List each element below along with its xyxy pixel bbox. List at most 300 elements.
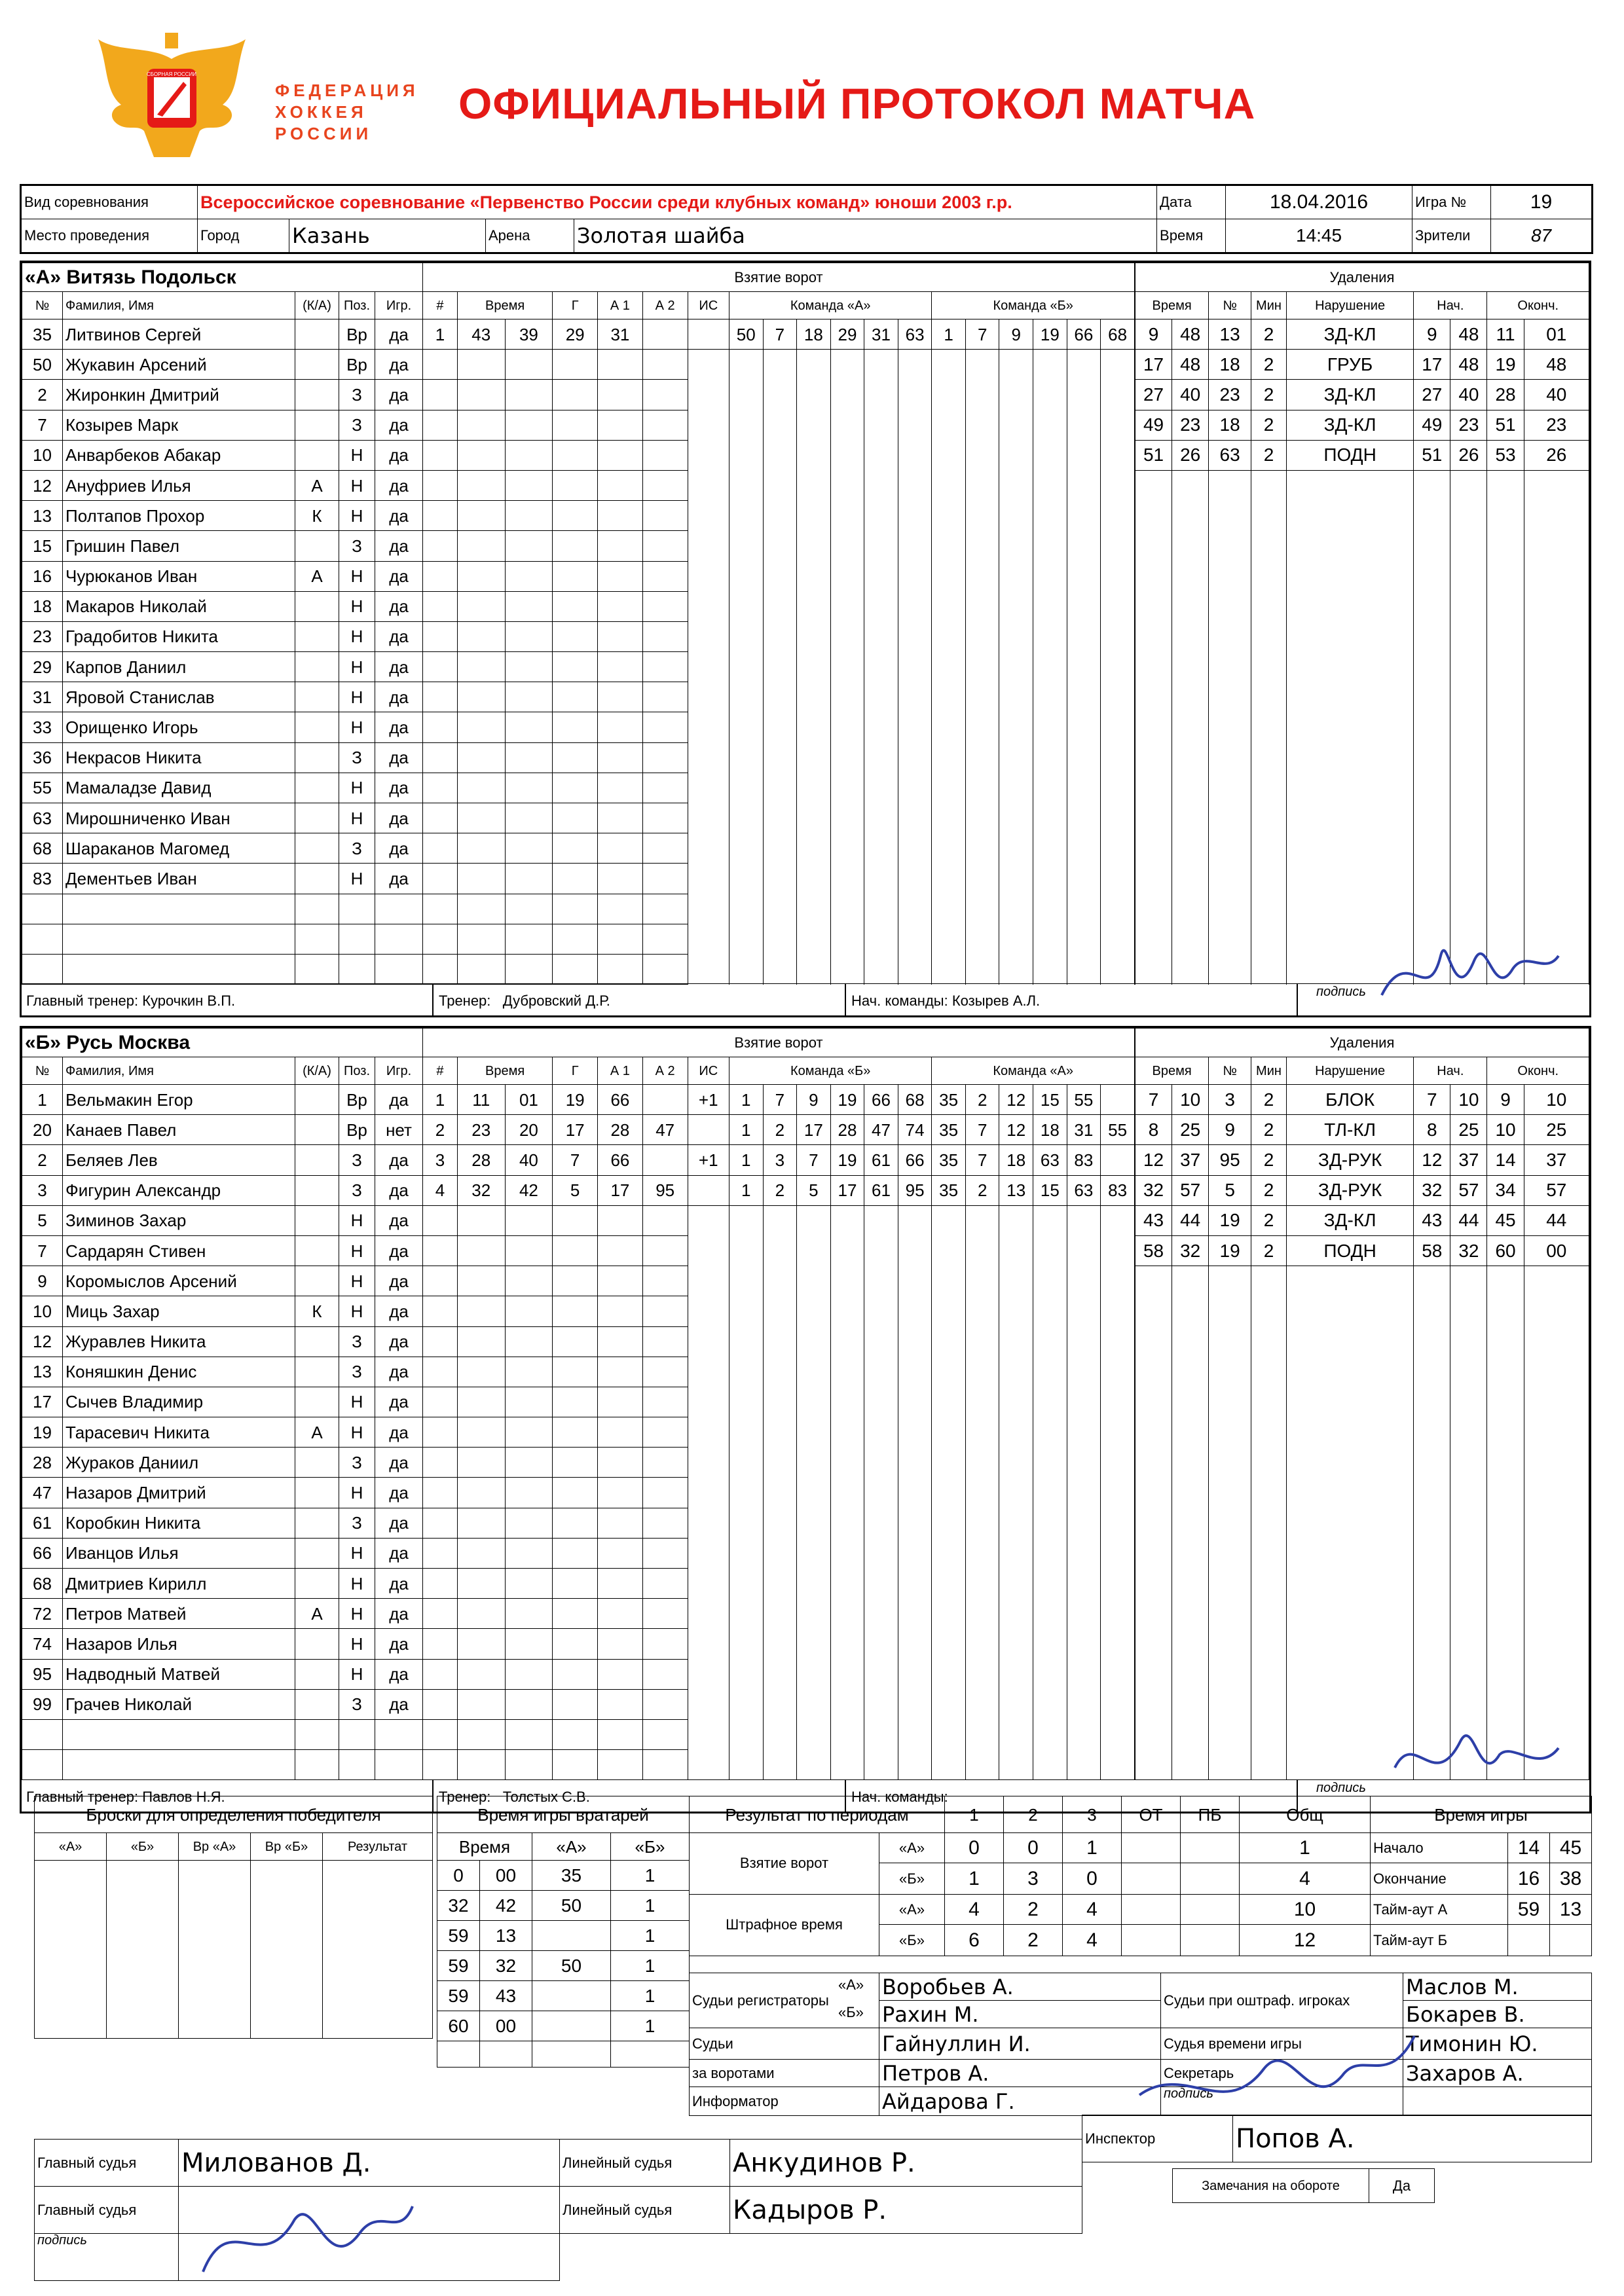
goal-cell: 7 xyxy=(797,1145,831,1175)
player-cell: да xyxy=(375,1085,423,1115)
penalty-row xyxy=(1135,1538,1589,1568)
goalie-time-title: Время игры вратарей xyxy=(437,1796,690,1833)
goal-cell: 1 xyxy=(729,1175,763,1205)
player-cell: да xyxy=(375,1629,423,1659)
player-cell: да xyxy=(375,1508,423,1538)
penalty-cell: 32 xyxy=(1414,1175,1450,1205)
player-row xyxy=(22,1569,423,1599)
goal-cell xyxy=(642,319,688,350)
goal-row xyxy=(423,1538,1135,1568)
penalty-cell: ГРУБ xyxy=(1286,350,1413,380)
player-cell: да xyxy=(375,864,423,894)
player-cell xyxy=(295,1478,339,1508)
period-cell: 0 xyxy=(1063,1863,1122,1895)
goalie-row xyxy=(437,1951,690,1981)
referee-sign-label: подпись xyxy=(35,2234,179,2281)
linesman-1: Анкудинов Р. xyxy=(730,2140,1082,2187)
period-row xyxy=(690,1895,1371,1925)
period-cell: 10 xyxy=(1240,1895,1371,1925)
goal-cell: 13 xyxy=(999,1175,1033,1205)
penalty-cell: 2 xyxy=(1251,410,1287,440)
period-results-table xyxy=(689,1796,1371,1956)
player-cell: 66 xyxy=(22,1538,63,1568)
player-cell xyxy=(295,652,339,682)
player-cell: да xyxy=(375,470,423,500)
informer-label: Информатор xyxy=(690,2087,879,2116)
penalties-title: Удаления xyxy=(1135,1029,1589,1057)
svg-text:СБОРНАЯ РОССИИ: СБОРНАЯ РОССИИ xyxy=(146,71,197,77)
goalie-cell: 43 xyxy=(480,1981,532,2011)
penalty-row xyxy=(1135,712,1589,742)
penalty-cell: 10 xyxy=(1524,1085,1589,1115)
penalty-cell: БЛОК xyxy=(1286,1085,1413,1115)
goalie-cell: 32 xyxy=(437,1891,480,1921)
player-cell: Жукавин Арсений xyxy=(63,350,295,380)
goal-cell xyxy=(642,1085,688,1115)
goal-row xyxy=(423,1719,1135,1749)
player-cell xyxy=(295,1629,339,1659)
player-cell: да xyxy=(375,1689,423,1719)
penalty-cell: 2 xyxy=(1251,1175,1287,1205)
goal-row xyxy=(423,440,1135,470)
penalty-cell: 01 xyxy=(1524,319,1589,350)
player-cell: З xyxy=(339,833,375,864)
player-cell: Коняшкин Денис xyxy=(63,1357,295,1387)
player-row xyxy=(22,894,423,924)
player-cell: 13 xyxy=(22,501,63,531)
player-cell xyxy=(295,1508,339,1538)
penalty-cell: 2 xyxy=(1251,440,1287,470)
spectators-label: Зрители xyxy=(1412,219,1491,253)
federation-line: РОССИИ xyxy=(275,124,373,143)
goal-cell: 28 xyxy=(598,1115,643,1145)
player-cell: 83 xyxy=(22,864,63,894)
goalie-row xyxy=(437,1921,690,1951)
goal-cell: 35 xyxy=(932,1145,966,1175)
penalty-row xyxy=(1135,1326,1589,1357)
penalty-cell: 2 xyxy=(1251,350,1287,380)
penalty-row xyxy=(1135,1085,1589,1115)
goalie-cell: 32 xyxy=(480,1951,532,1981)
player-cell: Миць Захар xyxy=(63,1296,295,1326)
goal-cell: 55 xyxy=(1067,1085,1101,1115)
player-cell: Вр xyxy=(339,350,375,380)
player-cell: 10 xyxy=(22,1296,63,1326)
player-row xyxy=(22,319,423,350)
player-cell: А xyxy=(295,561,339,591)
goal-cell: 28 xyxy=(830,1115,864,1145)
goalie-cell: 50 xyxy=(532,1891,611,1921)
team_b-penalties xyxy=(1135,1028,1589,1780)
gametime-label: Начало xyxy=(1371,1833,1508,1863)
period-cell xyxy=(1122,1863,1181,1895)
penalty-cell: 37 xyxy=(1450,1145,1487,1175)
player-cell xyxy=(295,1659,339,1689)
penalty-row xyxy=(1135,561,1589,591)
goal-row xyxy=(423,561,1135,591)
penalty-row xyxy=(1135,1448,1589,1478)
penalty-row xyxy=(1135,501,1589,531)
gametime-value: 14 xyxy=(1508,1833,1550,1863)
goal-cell: 2 xyxy=(423,1115,458,1145)
goal-cell: 95 xyxy=(642,1175,688,1205)
goal-col: А 1 xyxy=(598,1057,643,1085)
goal-row xyxy=(423,712,1135,742)
goal-row xyxy=(423,742,1135,773)
player-cell: да xyxy=(375,1145,423,1175)
player-cell: 36 xyxy=(22,742,63,773)
time-value: 14:45 xyxy=(1226,219,1412,253)
player-cell: Н xyxy=(339,501,375,531)
registrar-a: Воробьев А. xyxy=(879,1973,1161,2001)
player-cell: да xyxy=(375,591,423,621)
penalty-cell: 48 xyxy=(1450,319,1487,350)
penalty-row xyxy=(1135,833,1589,864)
player-cell: да xyxy=(375,1478,423,1508)
penalty-row xyxy=(1135,1508,1589,1538)
penalty-cell: 48 xyxy=(1450,350,1487,380)
player-row xyxy=(22,864,423,894)
goal-cell: 31 xyxy=(598,319,643,350)
pen-col: Нач. xyxy=(1414,1057,1487,1085)
goal-row xyxy=(423,1689,1135,1719)
goal-cell: 15 xyxy=(1033,1175,1067,1205)
goalie-cell: 1 xyxy=(611,1891,690,1921)
goal-cell: 63 xyxy=(1033,1145,1067,1175)
penalty-cell: 51 xyxy=(1135,440,1172,470)
period-cell xyxy=(1181,1895,1240,1925)
col-ka: (К/А) xyxy=(295,292,339,319)
penalty-row xyxy=(1135,1235,1589,1266)
player-row xyxy=(22,380,423,410)
gametime-label: Тайм-аут Б xyxy=(1371,1925,1508,1956)
penalty-row xyxy=(1135,1175,1589,1205)
player-row xyxy=(22,1750,423,1780)
penalty-cell: 25 xyxy=(1450,1115,1487,1145)
penalty-cell: 13 xyxy=(1209,319,1251,350)
player-row xyxy=(22,1357,423,1387)
player-cell xyxy=(295,1085,339,1115)
shootout-col: Результат xyxy=(323,1833,433,1861)
penalty-cell: 40 xyxy=(1172,380,1209,410)
penalty-cell: 32 xyxy=(1135,1175,1172,1205)
player-row xyxy=(22,1478,423,1508)
notes-table xyxy=(1172,2168,1435,2203)
goalie-time-table xyxy=(437,1796,690,2068)
penalty-row xyxy=(1135,319,1589,350)
penalty-cell: 51 xyxy=(1414,440,1450,470)
player-cell: 19 xyxy=(22,1417,63,1448)
goal-row xyxy=(423,410,1135,440)
player-cell: 35 xyxy=(22,319,63,350)
player-cell: З xyxy=(339,1357,375,1387)
goal-row xyxy=(423,954,1135,984)
player-row xyxy=(22,1689,423,1719)
player-cell: Жиронкин Дмитрий xyxy=(63,380,295,410)
goal-col: Г xyxy=(553,1057,598,1085)
arena-value: Золотая шайба xyxy=(574,219,1157,253)
coach-a-signature xyxy=(1369,917,1565,1021)
linesman-label: Линейный судья xyxy=(560,2140,730,2187)
shootout-title: Броски для определения победителя xyxy=(35,1796,433,1833)
goal-col: А 2 xyxy=(642,292,688,319)
penalty-row xyxy=(1135,864,1589,894)
player-cell: да xyxy=(375,319,423,350)
player-cell: Чурюканов Иван xyxy=(63,561,295,591)
player-cell: Журавлев Никита xyxy=(63,1326,295,1357)
penalty-row xyxy=(1135,1569,1589,1599)
gametime-value xyxy=(1508,1925,1550,1956)
goal-cell: 42 xyxy=(505,1175,553,1205)
coach-name: Курочкин В.П. xyxy=(142,993,236,1009)
goal-col: Время xyxy=(457,1057,552,1085)
period-cell: 3 xyxy=(1004,1863,1063,1895)
player-cell xyxy=(295,1145,339,1175)
goal-cell: 66 xyxy=(898,1145,932,1175)
game-no-value: 19 xyxy=(1491,185,1593,219)
player-cell: Карпов Даниил xyxy=(63,652,295,682)
period-team-tag: «Б» xyxy=(879,1925,945,1956)
player-cell: З xyxy=(339,410,375,440)
penalty-cell: 26 xyxy=(1450,440,1487,470)
federation-line: ХОККЕЯ xyxy=(275,102,367,122)
col-played: Игр. xyxy=(375,292,423,319)
goalie-cell: 0 xyxy=(437,1861,480,1891)
goal-row xyxy=(423,621,1135,651)
secretary: Захаров А. xyxy=(1403,2060,1592,2087)
goalie-row xyxy=(437,2041,690,2068)
penalty-row xyxy=(1135,803,1589,833)
player-cell: З xyxy=(339,742,375,773)
player-row xyxy=(22,1659,423,1689)
penalty-cell: 57 xyxy=(1172,1175,1209,1205)
period-cell: 2 xyxy=(1004,1925,1063,1956)
player-cell: да xyxy=(375,1659,423,1689)
player-cell: Коробкин Никита xyxy=(63,1508,295,1538)
player-cell: 18 xyxy=(22,591,63,621)
penalty-cell: 10 xyxy=(1450,1085,1487,1115)
goalie-cell: 00 xyxy=(480,2011,532,2041)
goal-team-col: Команда «А» xyxy=(932,1057,1135,1085)
player-cell: да xyxy=(375,1326,423,1357)
goal-cell: 12 xyxy=(999,1115,1033,1145)
goal-judge-1: Гайнуллин И. xyxy=(879,2028,1161,2060)
player-cell: 1 xyxy=(22,1085,63,1115)
penalty-cell: ПОДН xyxy=(1286,1235,1413,1266)
player-cell: да xyxy=(375,1538,423,1568)
goal-row xyxy=(423,773,1135,803)
goals-title: Взятие ворот xyxy=(423,263,1135,292)
penalty-cell: 23 xyxy=(1450,410,1487,440)
penalty-row xyxy=(1135,531,1589,561)
penalty-row xyxy=(1135,621,1589,651)
goal-row xyxy=(423,1085,1135,1115)
player-cell: К xyxy=(295,501,339,531)
player-cell: Надводный Матвей xyxy=(63,1659,295,1689)
periods-title: Результат по периодам xyxy=(690,1796,945,1833)
goalie-row xyxy=(437,2011,690,2041)
goalie-cell: 1 xyxy=(611,1861,690,1891)
player-cell: А xyxy=(295,1417,339,1448)
player-cell: Анварбеков Абакар xyxy=(63,440,295,470)
time-label: Время xyxy=(1157,219,1226,253)
period-cell xyxy=(1181,1863,1240,1895)
player-row xyxy=(22,1448,423,1478)
player-cell xyxy=(295,440,339,470)
penalty-cell: ЗД-КЛ xyxy=(1286,410,1413,440)
player-cell xyxy=(295,380,339,410)
player-row xyxy=(22,1508,423,1538)
goal-cell xyxy=(688,319,729,350)
goal-row xyxy=(423,1387,1135,1417)
player-cell: Н xyxy=(339,1538,375,1568)
col-num: № xyxy=(22,1057,63,1085)
penalty-cell: 32 xyxy=(1172,1235,1209,1266)
goal-row xyxy=(423,319,1135,350)
main-referee-label: Главный судья xyxy=(35,2187,179,2234)
pen-col: № xyxy=(1209,292,1251,319)
goal-cell: 1 xyxy=(729,1115,763,1145)
gametime-row xyxy=(1371,1895,1592,1925)
goal-row xyxy=(423,350,1135,380)
goal-row xyxy=(423,1569,1135,1599)
player-row xyxy=(22,712,423,742)
period-cell: 1 xyxy=(945,1863,1004,1895)
gametime-label: Окончание xyxy=(1371,1863,1508,1895)
player-cell xyxy=(295,1266,339,1296)
referee-signature xyxy=(190,2180,419,2291)
period-cell: 4 xyxy=(1063,1925,1122,1956)
goal-cell: 43 xyxy=(457,319,505,350)
penalty-row xyxy=(1135,1205,1589,1235)
player-cell: 74 xyxy=(22,1629,63,1659)
period-col: Общ xyxy=(1240,1796,1371,1833)
period-cell: 12 xyxy=(1240,1925,1371,1956)
player-cell: Н xyxy=(339,864,375,894)
goal-cell: 19 xyxy=(830,1085,864,1115)
notes-value: Да xyxy=(1369,2169,1435,2203)
penalty-cell: ЗД-КЛ xyxy=(1286,380,1413,410)
period-cell: 0 xyxy=(1004,1833,1063,1863)
player-cell: да xyxy=(375,1296,423,1326)
secretary-signature xyxy=(1126,2023,1421,2134)
player-row xyxy=(22,1417,423,1448)
player-cell: З xyxy=(339,380,375,410)
goal-row xyxy=(423,682,1135,712)
coach-label: Главный тренер: xyxy=(26,1789,139,1805)
player-cell: Сычев Владимир xyxy=(63,1387,295,1417)
goal-cell: 17 xyxy=(830,1175,864,1205)
player-cell: 28 xyxy=(22,1448,63,1478)
player-cell: Н xyxy=(339,1659,375,1689)
goal-cell: 35 xyxy=(932,1085,966,1115)
player-row xyxy=(22,1326,423,1357)
goal-cell: 35 xyxy=(932,1115,966,1145)
player-cell: Н xyxy=(339,561,375,591)
goal-cell: 83 xyxy=(1067,1145,1101,1175)
pen-col: Мин xyxy=(1251,292,1287,319)
document-title: ОФИЦИАЛЬНЫЙ ПРОТОКОЛ МАТЧА xyxy=(458,79,1256,128)
player-row xyxy=(22,803,423,833)
player-cell: 29 xyxy=(22,652,63,682)
player-cell: Н xyxy=(339,1629,375,1659)
match-info-table xyxy=(20,184,1593,254)
penalty-cell: 00 xyxy=(1524,1235,1589,1266)
period-row xyxy=(690,1833,1371,1863)
goal-cell: 4 xyxy=(423,1175,458,1205)
player-row xyxy=(22,470,423,500)
goal-cell: 74 xyxy=(898,1115,932,1145)
player-cell xyxy=(295,1115,339,1145)
goal-row xyxy=(423,1478,1135,1508)
city-value: Казань xyxy=(289,219,486,253)
pen-col: Нач. xyxy=(1414,292,1487,319)
goal-row xyxy=(423,1296,1135,1326)
penalty-cell: ЗД-РУК xyxy=(1286,1145,1413,1175)
secretary-label: Секретарь xyxy=(1161,2060,1403,2087)
player-cell: Канаев Павел xyxy=(63,1115,295,1145)
timekeeper-label: Судья времени игры xyxy=(1161,2028,1403,2060)
penalty-cell: 7 xyxy=(1135,1085,1172,1115)
pen-col: Время xyxy=(1135,1057,1209,1085)
goal-row xyxy=(423,380,1135,410)
period-col: 3 xyxy=(1063,1796,1122,1833)
player-cell xyxy=(295,531,339,561)
federation-eagle-logo xyxy=(92,33,252,170)
player-cell xyxy=(295,410,339,440)
date-label: Дата xyxy=(1157,185,1226,219)
player-row xyxy=(22,1599,423,1629)
penalty-row xyxy=(1135,410,1589,440)
player-cell: Гришин Павел xyxy=(63,531,295,561)
goal-cell: 39 xyxy=(505,319,553,350)
team_a-roster xyxy=(22,263,423,985)
player-row xyxy=(22,1145,423,1175)
coach-label: Главный тренер: xyxy=(26,993,139,1009)
player-cell xyxy=(295,742,339,773)
gametime-value: 59 xyxy=(1508,1895,1550,1925)
penalty-cell: 19 xyxy=(1209,1205,1251,1235)
penalty-cell: ПОДН xyxy=(1286,440,1413,470)
goal-team-col: Команда «Б» xyxy=(729,1057,931,1085)
goal-row xyxy=(423,1175,1135,1205)
team_a-sign-label: подпись xyxy=(1316,985,1366,999)
player-cell: 68 xyxy=(22,1569,63,1599)
team_b-sign-label: подпись xyxy=(1316,1781,1366,1795)
goal-col: Время xyxy=(457,292,552,319)
player-cell: Н xyxy=(339,1266,375,1296)
goal-cell: 20 xyxy=(505,1115,553,1145)
goal-cell: 66 xyxy=(1067,319,1101,350)
player-cell: 12 xyxy=(22,1326,63,1357)
pen-col: Мин xyxy=(1251,1057,1287,1085)
spectators-value: 87 xyxy=(1491,219,1593,253)
notes-label: Замечания на обороте xyxy=(1173,2169,1369,2203)
penalty-row xyxy=(1135,742,1589,773)
penalty-cell: 43 xyxy=(1135,1205,1172,1235)
penalty-cell: 26 xyxy=(1172,440,1209,470)
goal-col: # xyxy=(423,1057,458,1085)
trainer-label: Тренер: xyxy=(439,1789,491,1805)
player-cell: да xyxy=(375,1448,423,1478)
player-cell: Н xyxy=(339,470,375,500)
goal-cell xyxy=(688,1175,729,1205)
period-cell: 0 xyxy=(945,1833,1004,1863)
player-row xyxy=(22,1629,423,1659)
player-cell: К xyxy=(295,1296,339,1326)
penalty-cell: 95 xyxy=(1209,1145,1251,1175)
player-cell: Коромыслов Арсений xyxy=(63,1266,295,1296)
